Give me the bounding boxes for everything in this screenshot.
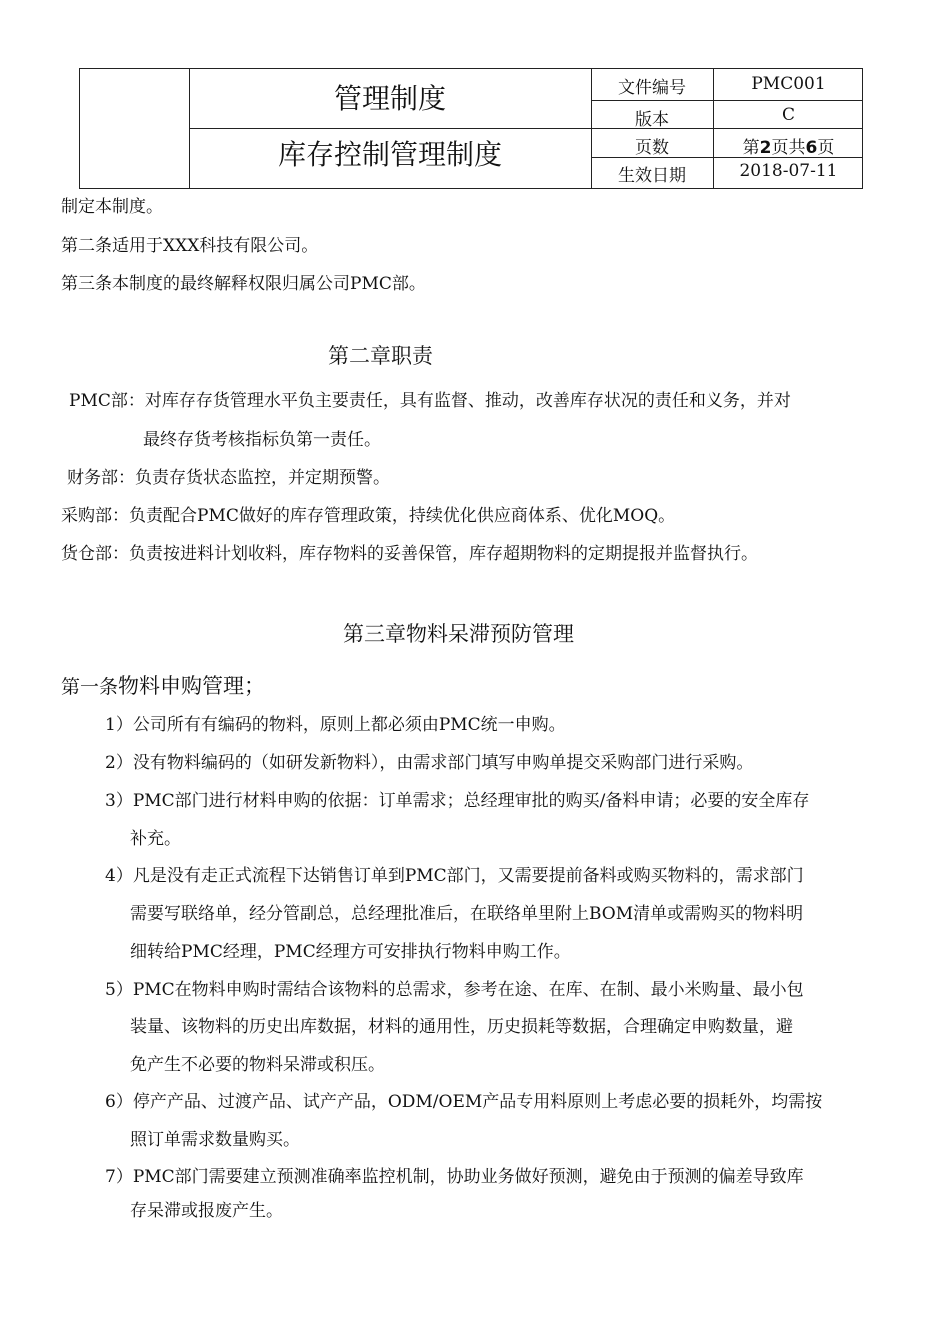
list-item: 6）停产产品、过渡产品、试产产品，ODM/OEM产品专用料原则上考虑必要的损耗外，均需按 xyxy=(105,1092,823,1112)
list-item: 3）PMC部门进行材料申购的依据：订单需求；总经理审批的购买/备料申请；必要的安全库存 xyxy=(105,791,810,811)
paragraph-line: 第三条本制度的最终解释权限归属公司PMC部。 xyxy=(61,274,426,294)
effective-date-label: 生效日期 xyxy=(618,166,686,186)
list-item: 2）没有物料编码的（如研发新物料），由需求部门填写申购单提交采购部门进行采购。 xyxy=(105,753,754,773)
paragraph-line: 采购部：负责配合PMC做好的库存管理政策，持续优化供应商体系、优化MOQ。 xyxy=(61,506,676,526)
document-header-table xyxy=(79,68,863,189)
chapter-heading: 第二章职责 xyxy=(328,344,433,368)
header-title-main: 管理制度 xyxy=(333,82,446,115)
list-item-continuation: 需要写联络单，经分管副总，总经理批准后，在联络单里附上BOM清单或需购买的物料明 xyxy=(130,904,804,924)
page-count-label: 页数 xyxy=(635,138,669,158)
version-value: C xyxy=(781,105,795,125)
list-item: 4）凡是没有走正式流程下达销售订单到PMC部门，又需要提前备料或购买物料的，需求部门 xyxy=(105,866,804,886)
article-heading: 第一条物料申购管理； xyxy=(61,674,266,698)
list-item-continuation: 补充。 xyxy=(130,829,181,849)
paragraph-line: 最终存货考核指标负第一责任。 xyxy=(143,430,381,450)
list-item: 5）PMC在物料申购时需结合该物料的总需求，参考在途、在库、在制、最小米购量、最小包 xyxy=(105,980,804,1000)
header-divider xyxy=(591,100,862,101)
paragraph-line: 第二条适用于XXX科技有限公司。 xyxy=(61,236,319,256)
doc-no-label: 文件编号 xyxy=(618,78,686,98)
paragraph-line: 货仓部：负责按进料计划收料，库存物料的妥善保管，库存超期物料的定期提报并监督执行。 xyxy=(61,544,758,564)
paragraph-line: 财务部：负责存货状态监控，并定期预警。 xyxy=(67,468,390,488)
chapter-heading: 第三章物料呆滞预防管理 xyxy=(343,622,574,646)
header-divider xyxy=(189,128,862,129)
header-title-sub: 库存控制管理制度 xyxy=(277,138,502,171)
list-item-continuation: 细转给PMC经理，PMC经理方可安排执行物料申购工作。 xyxy=(130,942,571,962)
list-item-continuation: 装量、该物料的历史出库数据，材料的通用性，历史损耗等数据，合理确定申购数量，避 xyxy=(130,1017,793,1037)
list-item: 1）公司所有有编码的物料，原则上都必须由PMC统一申购。 xyxy=(105,715,566,735)
paragraph-line: PMC部：对库存存货管理水平负主要责任，具有监督、推动，改善库存状况的责任和义务，并对 xyxy=(69,391,791,411)
version-label: 版本 xyxy=(635,110,669,130)
list-item-continuation: 照订单需求数量购买。 xyxy=(130,1130,300,1150)
page-count-value: 第2页共6页 xyxy=(742,138,835,158)
list-item-continuation: 免产生不必要的物料呆滞或积压。 xyxy=(130,1055,385,1075)
list-item: 7）PMC部门需要建立预测准确率监控机制，协助业务做好预测，避免由于预测的偏差导致库 xyxy=(105,1167,804,1187)
list-item-continuation: 存呆滞或报废产生。 xyxy=(130,1201,283,1221)
effective-date-value: 2018-07-11 xyxy=(739,161,838,181)
paragraph-line: 制定本制度。 xyxy=(61,197,163,217)
doc-no-value: PMC001 xyxy=(751,74,826,94)
